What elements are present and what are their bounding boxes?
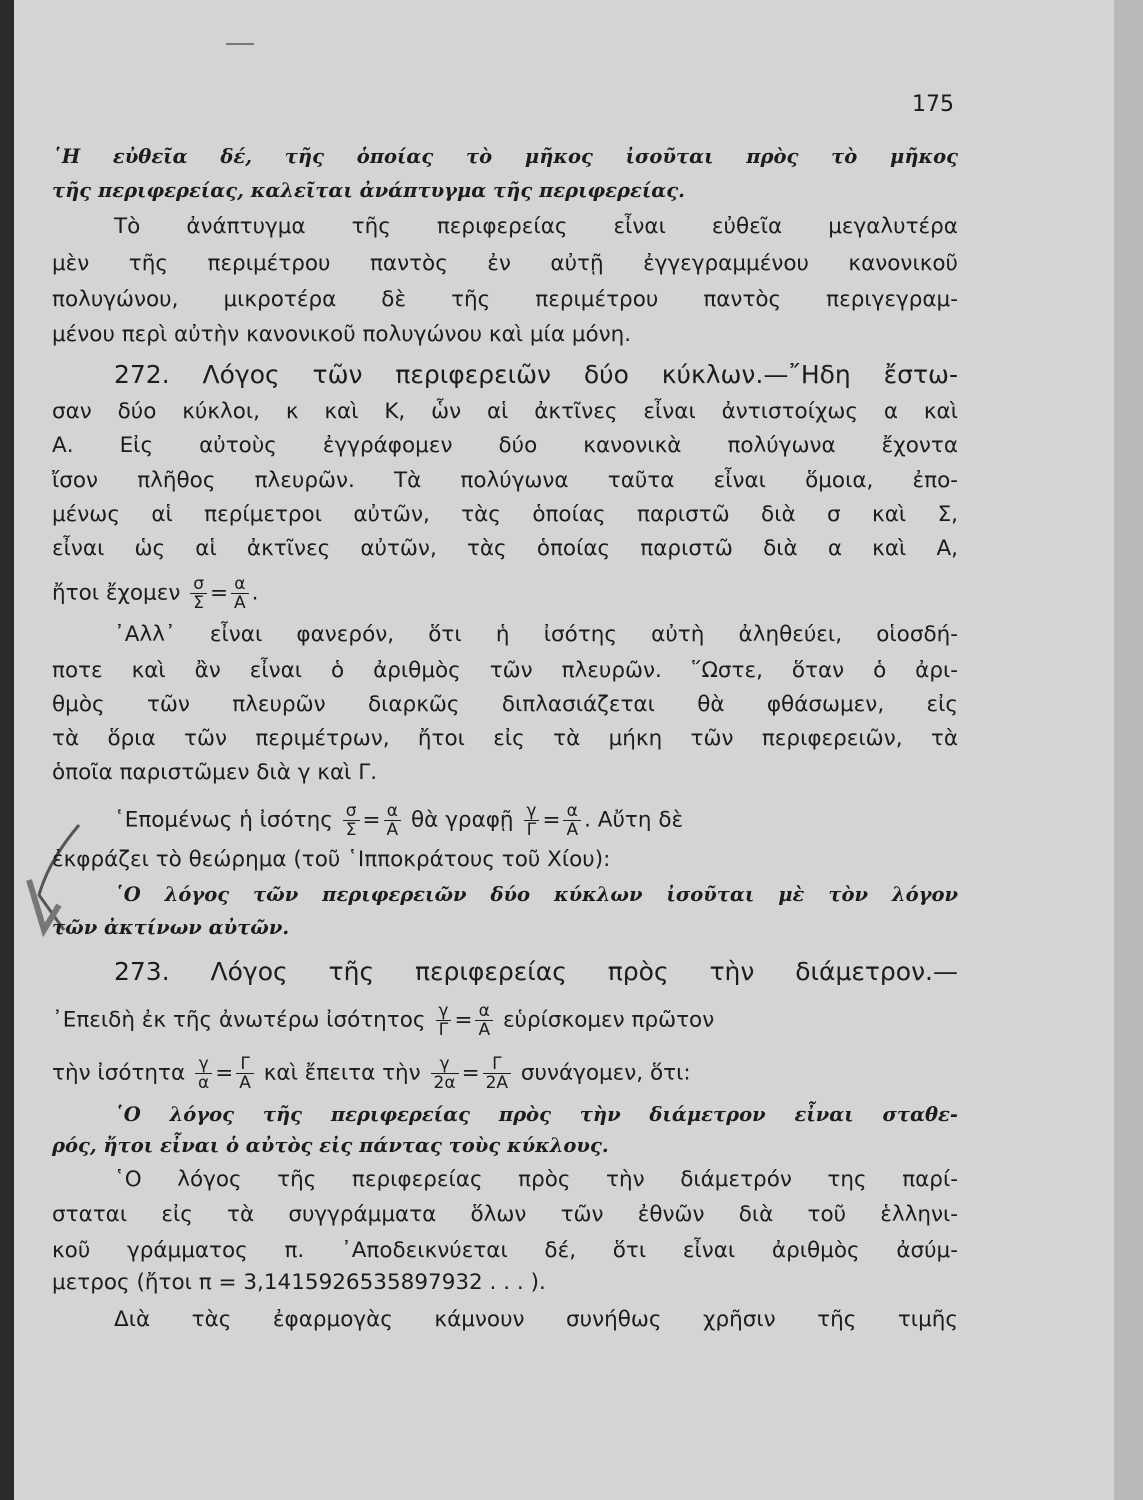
text-line: ποτε καὶ ἂν εἶναι ὁ ἀριθμὸς τῶν πλευρῶν. ῞Ωστε, ὅταν ὁ ἀρι- xyxy=(52,658,958,683)
book-page xyxy=(14,0,1114,1500)
formula-line: ῾Επομένως ἡ ἰσότης $\frac{\sigma}{\Sigma}$ = $\frac{\alpha}{A}$ θὰ γραφῇ $\frac{\gamma}{\Gamma}$ = $\frac{\alpha}{A}$ . Αὔτη δὲ xyxy=(114,801,684,840)
page-number: 175 xyxy=(912,92,954,117)
text-line: σταται εἰς τὰ συγγράμματα ὅλων τῶν ἐθνῶν διὰ τοῦ ἑλληνι- xyxy=(52,1202,958,1227)
fraction: $\frac{\gamma}{\Gamma}$ xyxy=(523,802,539,839)
theorem-line: ρός, ἤτοι εἶναι ὁ αὐτὸς εἰς πάντας τοὺς κύκλους. xyxy=(52,1134,609,1157)
text-line: μετρος (ἤτοι π = 3,1415926535897932 . . . ). xyxy=(52,1270,546,1295)
text-line: Διὰ τὰς ἐφαρμογὰς κάμνουν συνήθως χρῆσιν τῆς τιμῆς xyxy=(114,1307,958,1332)
fraction: $\frac{\gamma}{2\alpha}$ xyxy=(431,1055,459,1092)
text-line: ῾Ο λόγος τῆς περιφερείας πρὸς τὴν διάμετρόν της παρί- xyxy=(114,1167,958,1192)
fraction: $\frac{\gamma}{\Gamma}$ xyxy=(435,1002,451,1039)
fraction: $\frac{\sigma}{\Sigma}$ xyxy=(343,802,360,839)
fraction: $\frac{\alpha}{A}$ xyxy=(563,802,581,839)
fraction: $\frac{\Gamma}{2A}$ xyxy=(483,1055,511,1092)
fraction: $\frac{\alpha}{A}$ xyxy=(384,802,402,839)
text-line: ἴσον πλῆθος πλευρῶν. Τὰ πολύγωνα ταῦτα εἶναι ὅμοια, ἐπο- xyxy=(52,468,958,493)
section-heading-273: 273. Λόγος τῆς περιφερείας πρὸς τὴν διάμετρον.— xyxy=(114,957,958,986)
fraction: $\frac{\gamma}{\alpha}$ xyxy=(195,1055,212,1092)
text-line: ᾿Αλλ᾿ εἶναι φανερόν, ὅτι ἡ ἰσότης αὐτὴ ἀληθεύει, οἱοσδή- xyxy=(114,622,958,647)
text-line: ἐκφράζει τὸ θεώρημα (τοῦ ῾Ιπποκράτους τοῦ Χίου): xyxy=(52,847,611,872)
theorem-line: ῾Ο λόγος τῆς περιφερείας πρὸς τὴν διάμετρον εἶναι σταθε- xyxy=(114,1103,958,1126)
top-mark xyxy=(226,43,254,45)
theorem-line: τῶν ἀκτίνων αὐτῶν. xyxy=(52,916,290,939)
text-line: Τὸ ἀνάπτυγμα τῆς περιφερείας εἶναι εὐθεῖα μεγαλυτέρα xyxy=(114,214,958,239)
text-line: ῾Η εὐθεῖα δέ, τῆς ὁποίας τὸ μῆκος ἰσοῦται πρὸς τὸ μῆκος xyxy=(52,145,958,168)
formula-line: τὴν ἰσότητα $\frac{\gamma}{\alpha}$ = $\frac{\Gamma}{A}$ καὶ ἔπειτα τὴν $\frac{\gamma}{2\alpha}$ = $\frac{\Gamma}{2A}$ συνάγομεν, ὅτι: xyxy=(52,1054,691,1093)
book-edge xyxy=(1114,0,1143,1500)
text-line: τὰ ὅρια τῶν περιμέτρων, ἤτοι εἰς τὰ μήκη τῶν περιφερειῶν, τὰ xyxy=(52,726,958,751)
text-line: μὲν τῆς περιμέτρου παντὸς ἐν αὐτῇ ἐγγεγραμμένου κανονικοῦ xyxy=(52,251,958,276)
formula-line: ἤτοι ἔχομεν $\frac{\sigma}{\Sigma}$ = $\frac{\alpha}{A}$ . xyxy=(52,574,259,613)
text-span: ἤτοι ἔχομεν xyxy=(52,580,181,606)
text-line: εἶναι ὡς αἱ ἀκτῖνες αὐτῶν, τὰς ὁποίας παριστῶ διὰ α καὶ Α, xyxy=(52,536,958,561)
text-line: ὁποῖα παριστῶμεν διὰ γ καὶ Γ. xyxy=(52,760,378,785)
fraction: $\frac{\sigma}{\Sigma}$ xyxy=(190,575,207,612)
text-line: Α. Εἰς αὐτοὺς ἐγγράφομεν δύο κανονικὰ πολύγωνα ἔχοντα xyxy=(52,433,958,458)
section-heading-272: 272. Λόγος τῶν περιφερειῶν δύο κύκλων.—῎Ηδη ἔστω- xyxy=(114,360,958,389)
fraction: $\frac{\Gamma}{A}$ xyxy=(236,1055,254,1092)
fraction: $\frac{\alpha}{A}$ xyxy=(475,1002,493,1039)
theorem-line: ῾Ο λόγος τῶν περιφερειῶν δύο κύκλων ἰσοῦται μὲ τὸν λόγον xyxy=(114,883,958,906)
text-line: κοῦ γράμματος π. ᾿Αποδεικνύεται δέ, ὅτι εἶναι ἀριθμὸς ἀσύμ- xyxy=(52,1238,958,1263)
text-line: πολυγώνου, μικροτέρα δὲ τῆς περιμέτρου παντὸς περιγεγραμ- xyxy=(52,287,958,312)
formula-line: ᾿Επειδὴ ἐκ τῆς ἀνωτέρω ἰσότητος $\frac{\gamma}{\Gamma}$ = $\frac{\alpha}{A}$ εὑρίσκομεν πρῶτον xyxy=(52,1001,715,1040)
text-line: σαν δύο κύκλοι, κ καὶ Κ, ὧν αἱ ἀκτῖνες εἶναι ἀντιστοίχως α καὶ xyxy=(52,399,958,424)
text-line: μένου περὶ αὐτὴν κανονικοῦ πολυγώνου καὶ μία μόνη. xyxy=(52,322,632,347)
text-line: μένως αἱ περίμετροι αὐτῶν, τὰς ὁποίας παριστῶ διὰ σ καὶ Σ, xyxy=(52,502,958,527)
text-line: θμὸς τῶν πλευρῶν διαρκῶς διπλασιάζεται θὰ φθάσωμεν, εἰς xyxy=(52,692,958,717)
fraction: $\frac{\alpha}{A}$ xyxy=(231,575,249,612)
text-line: τῆς περιφερείας, καλεῖται ἀνάπτυγμα τῆς περιφερείας. xyxy=(52,179,685,202)
